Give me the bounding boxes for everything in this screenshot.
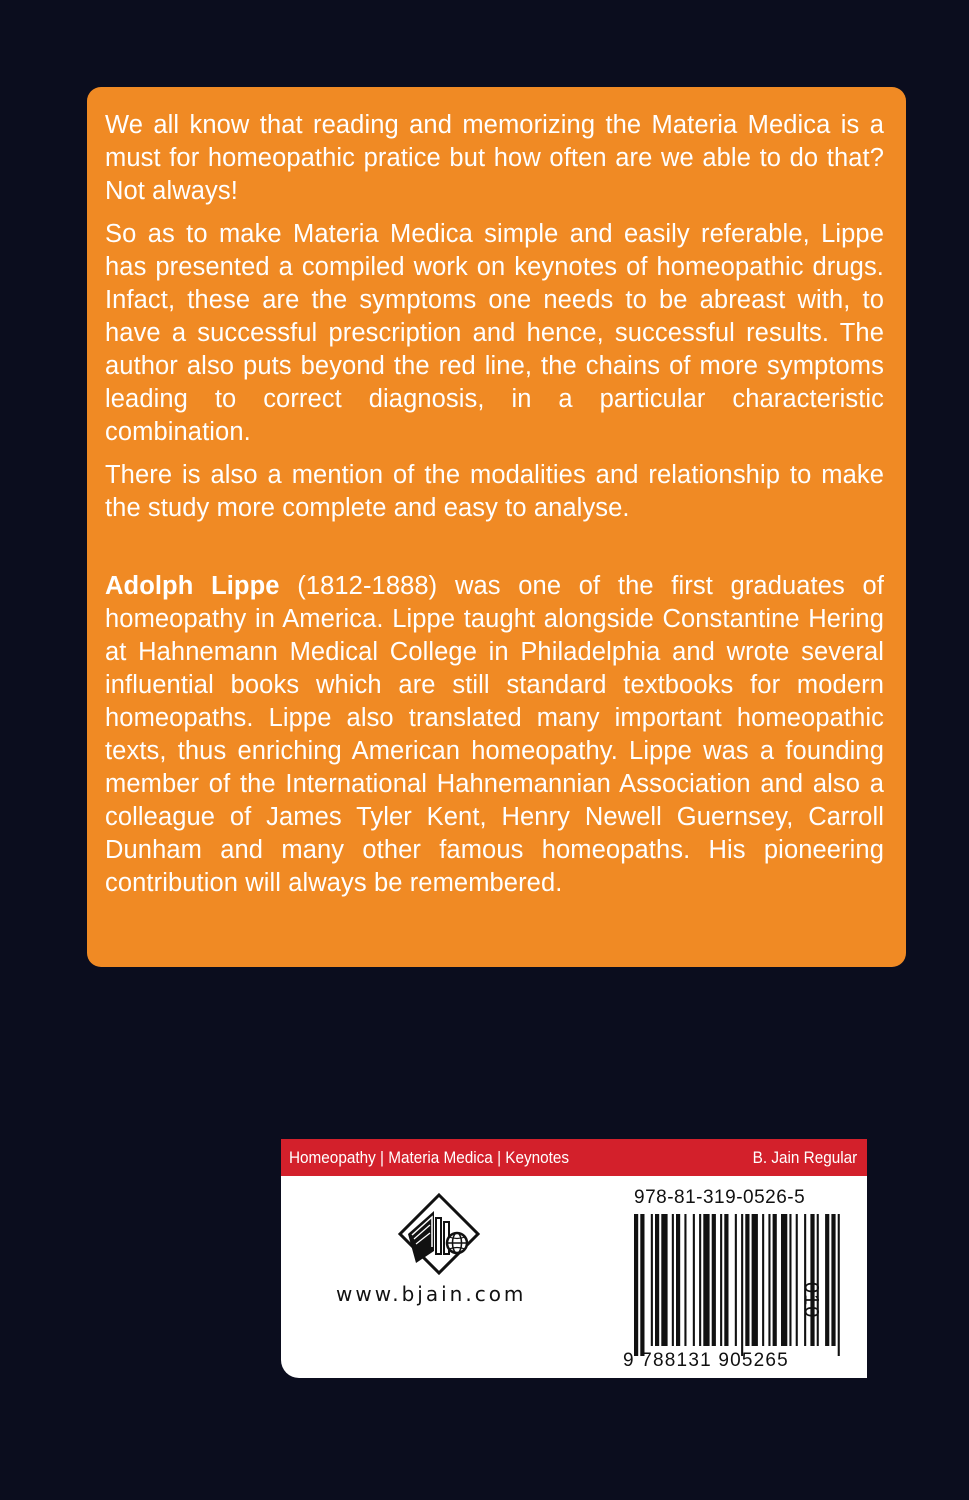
barcode-bar — [745, 1214, 749, 1346]
barcode-bar — [699, 1214, 701, 1346]
barcode-bar — [634, 1214, 638, 1356]
barcode-bar — [735, 1214, 737, 1346]
barcode-bar — [762, 1214, 764, 1346]
barcode-bar — [804, 1214, 806, 1346]
isbn-number: 978-81-319-0526-5 — [634, 1187, 806, 1208]
barcode-bar — [672, 1214, 674, 1346]
blurb-paragraph-3: There is also a mention of the modalities and relationship to make the study more complete and easy to analyse. — [105, 461, 884, 522]
barcode-bar — [661, 1214, 667, 1346]
barcode-bar — [781, 1214, 787, 1346]
barcode-bar — [838, 1214, 840, 1356]
barcode-bar — [825, 1214, 829, 1346]
barcode-panel — [281, 1139, 867, 1378]
barcode-bar — [752, 1214, 758, 1346]
barcode-bar — [741, 1214, 743, 1356]
barcode-bar — [651, 1214, 653, 1346]
price-code: 010 — [800, 1282, 822, 1319]
barcode-bar — [810, 1214, 814, 1346]
blurb-panel — [87, 87, 906, 967]
barcode-bar — [831, 1214, 835, 1346]
barcode-digits: 9 788131 905265 — [623, 1350, 789, 1371]
barcode-bar — [693, 1214, 695, 1346]
barcode-bar — [724, 1214, 728, 1346]
imprint-label: B. Jain Regular — [752, 1148, 857, 1167]
barcode-bar — [676, 1214, 680, 1346]
barcode-bar — [655, 1214, 659, 1346]
barcode-bar — [789, 1214, 791, 1346]
blurb-paragraph-1: We all know that reading and memorizing the Materia Medica is a must for homeopathic pratice but how often are we able to do that? Not always! — [105, 111, 884, 205]
barcode-bar — [796, 1214, 798, 1346]
author-name: Adolph Lippe — [105, 572, 280, 600]
barcode-bar — [720, 1214, 722, 1346]
barcode-bar — [773, 1214, 777, 1346]
category-bar — [281, 1139, 867, 1176]
author-bio — [105, 570, 884, 900]
barcode-bar — [768, 1214, 770, 1346]
book-globe-logo-icon — [394, 1191, 484, 1275]
author-bio-text: (1812-1888) was one of the first graduates of homeopathy in America. Lippe taught alongside Constantine Hering at Hahnemann Medical College in Philadelphia and wrote several influential books which are still standard textbooks for modern homeopaths. Lippe also translated many important homeopathic texts, thus enriching American homeopathy. Lippe was a founding member of the International Hahnemannian Association and also a colleague of James Tyler Kent, Henry Newell Guernsey, Carroll Dunham and many other famous homeopaths. His pioneering contribution will always be remembered. — [105, 572, 885, 897]
barcode-bar — [703, 1214, 709, 1346]
barcode-bar — [712, 1214, 716, 1346]
barcode-bar — [640, 1214, 644, 1356]
blurb-paragraph-2: So as to make Materia Medica simple and easily referable, Lippe has presented a compiled work on keynotes of homeopathic drugs. Infact, these are the symptoms one needs to be abreast with, to have a successful prescription and hence, successful results. The author also puts beyond the red line, the chains of more symptoms leading to correct diagnosis, in a particular characteristic combination. — [105, 220, 884, 446]
barcode-bar — [684, 1214, 686, 1346]
publisher-website: www.bjain.com — [336, 1282, 527, 1306]
category-list: Homeopathy | Materia Medica | Keynotes — [289, 1148, 570, 1167]
barcode-bar — [817, 1214, 819, 1346]
